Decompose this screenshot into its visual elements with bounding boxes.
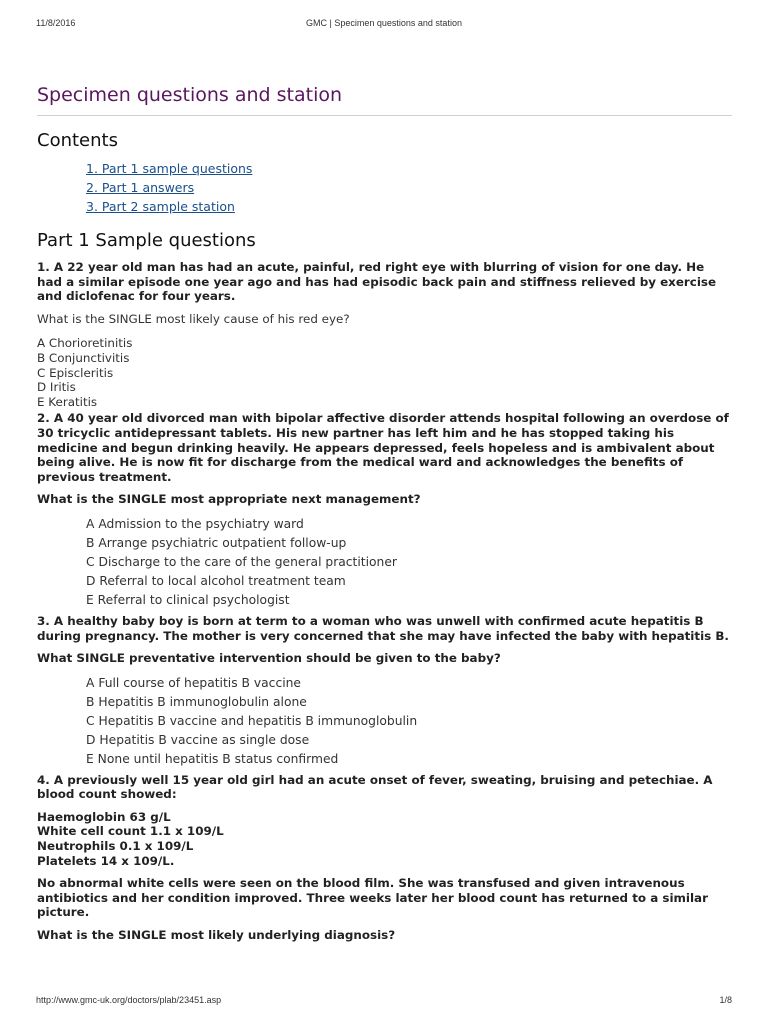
contents-heading: Contents <box>37 130 118 151</box>
option: C Hepatitis B vaccine and hepatitis B immunoglobulin <box>86 713 418 728</box>
option: A Admission to the psychiatry ward <box>86 516 304 531</box>
print-date: 11/8/2016 <box>36 18 76 28</box>
option: C Discharge to the care of the general practitioner <box>86 554 397 569</box>
toc-link-part1-answers[interactable]: 2. Part 1 answers <box>86 180 195 195</box>
toc-item <box>86 178 732 197</box>
question-1-prompt: What is the SINGLE most likely cause of his red eye? <box>37 311 350 326</box>
toc-item <box>86 197 732 216</box>
option: B Hepatitis B immunoglobulin alone <box>86 694 307 709</box>
toc-link-part2-station[interactable]: 3. Part 2 sample station <box>86 199 235 214</box>
toc-item <box>86 159 732 178</box>
question-2-prompt: What is the SINGLE most appropriate next management? <box>37 492 421 507</box>
option: E Keratitis <box>37 394 98 409</box>
question-4-prompt: What is the SINGLE most likely underlying diagnosis? <box>37 928 396 943</box>
print-header <box>36 18 732 30</box>
question-4-blood-results <box>37 810 732 868</box>
option: E None until hepatitis B status confirmed <box>86 751 339 766</box>
option: A Chorioretinitis <box>37 336 133 351</box>
toc-link-part1-questions[interactable]: 1. Part 1 sample questions <box>86 161 253 176</box>
question-1-options <box>37 336 732 409</box>
question-3-text: 3. A healthy baby boy is born at term to a woman who was unwell with confirmed acute hepatitis B during pregnancy. The mother is very concerned that she may have infected the baby with hepatitis B. <box>37 613 729 643</box>
option: B Arrange psychiatric outpatient follow-up <box>86 535 347 550</box>
print-url: http://www.gmc-uk.org/doctors/plab/23451.asp <box>36 995 222 1005</box>
question-4-text: 4. A previously well 15 year old girl had an acute onset of fever, sweating, bruising and petechiae. A blood count showed: <box>37 772 713 802</box>
option: D Hepatitis B vaccine as single dose <box>86 732 310 747</box>
document-content <box>37 84 732 951</box>
question-2-text: 2. A 40 year old divorced man with bipolar affective disorder attends hospital following an overdose of 30 tricyclic antidepressant tablets. His new partner has left him and he has stopped taking his medicine and begun drinking heavily. He appears depressed, feels hopeless and is ambivalent about being alive. He is now fit for discharge from the medical ward and acknowledges the benefits of previous treatment. <box>37 411 729 484</box>
option: C Episcleritis <box>37 365 114 380</box>
option: E Referral to clinical psychologist <box>86 592 290 607</box>
table-of-contents <box>86 159 732 216</box>
blood-result: Haemoglobin 63 g/L <box>37 809 171 824</box>
question-3-prompt: What SINGLE preventative intervention should be given to the baby? <box>37 651 501 666</box>
print-footer <box>36 995 732 1007</box>
option: B Conjunctivitis <box>37 350 130 365</box>
blood-result: Neutrophils 0.1 x 109/L <box>37 839 194 854</box>
question-4-followup: No abnormal white cells were seen on the blood film. She was transfused and given intravenous antibiotics and her condition improved. Three weeks later her blood count has returned to a similar picture. <box>37 876 708 920</box>
print-title: GMC | Specimen questions and station <box>306 18 462 28</box>
blood-result: Platelets 14 x 109/L. <box>37 853 175 868</box>
question-3-options <box>86 674 732 769</box>
option: A Full course of hepatitis B vaccine <box>86 675 301 690</box>
question-2-options <box>86 515 732 610</box>
option: D Referral to local alcohol treatment team <box>86 573 346 588</box>
print-page-number: 1/8 <box>719 995 732 1005</box>
page-title: Specimen questions and station <box>37 84 732 116</box>
blood-result: White cell count 1.1 x 109/L <box>37 824 224 839</box>
option: D Iritis <box>37 380 76 395</box>
section-heading-part1: Part 1 Sample questions <box>37 230 256 251</box>
question-1-text: 1. A 22 year old man has had an acute, painful, red right eye with blurring of vision for one day. He had a similar episode one year ago and has had episodic back pain and stiffness relieved by exercise and diclofenac for four years. <box>37 260 717 304</box>
